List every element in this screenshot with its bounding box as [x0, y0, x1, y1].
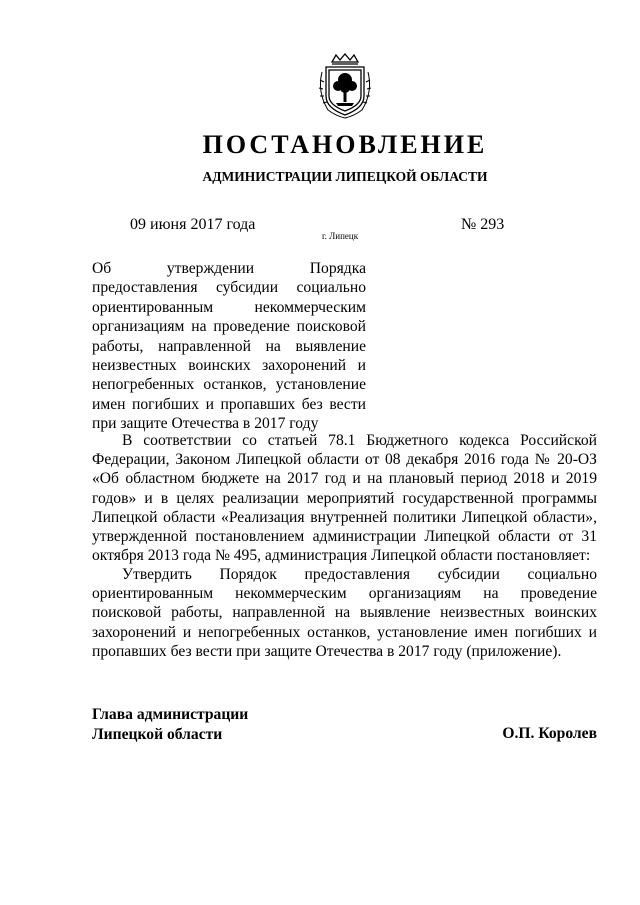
body-paragraph: Утвердить Порядок предоставления субсидии социально ориентированным некоммерческим организациям на проведение поисковой работы, направленной на выявление неизвестных воинских захоронений и непогребенных останков, установление имен погибших и пропавших без вести при защите Отечества в 2017 году (приложение).: [92, 566, 597, 660]
issuing-authority: АДМИНИСТРАЦИИ ЛИПЕЦКОЙ ОБЛАСТИ: [202, 169, 488, 184]
document-title: ПОСТАНОВЛЕНИЕ: [202, 130, 488, 159]
document-subject: Об утверждении Порядка предоставления субсидии социально ориентированным некоммерческим организациям на проведение поисковой работы, направленной на выявление неизвестных воинских захоронений и непогребенных останков, установление имен погибших и пропавших без вести при защите Отечества в 2017 году: [92, 260, 366, 433]
signatory-position: Глава администрации Липецкой области: [92, 706, 249, 743]
document-city: г. Липецк: [322, 231, 359, 241]
coat-of-arms-icon: [314, 52, 376, 120]
document-number: № 293: [461, 216, 505, 233]
signatory-name: О.П. Королев: [502, 725, 597, 742]
body-paragraph: В соответствии со статьей 78.1 Бюджетного кодекса Российской Федерации, Законом Липецкой области от 08 декабря 2016 года № 20-ОЗ «Об областном бюджете на 2017 год и на плановый период 2018 и 2019 годов» и в целях реализации мероприятий государственной программы Липецкой области «Реализация внутренней политики Липецкой области», утвержденной постановлением администрации Липецкой области от 31 октября 2013 года № 495, администрация Липецкой области постановляет:: [92, 432, 597, 565]
document-date: 09 июня 2017 года: [130, 216, 256, 233]
